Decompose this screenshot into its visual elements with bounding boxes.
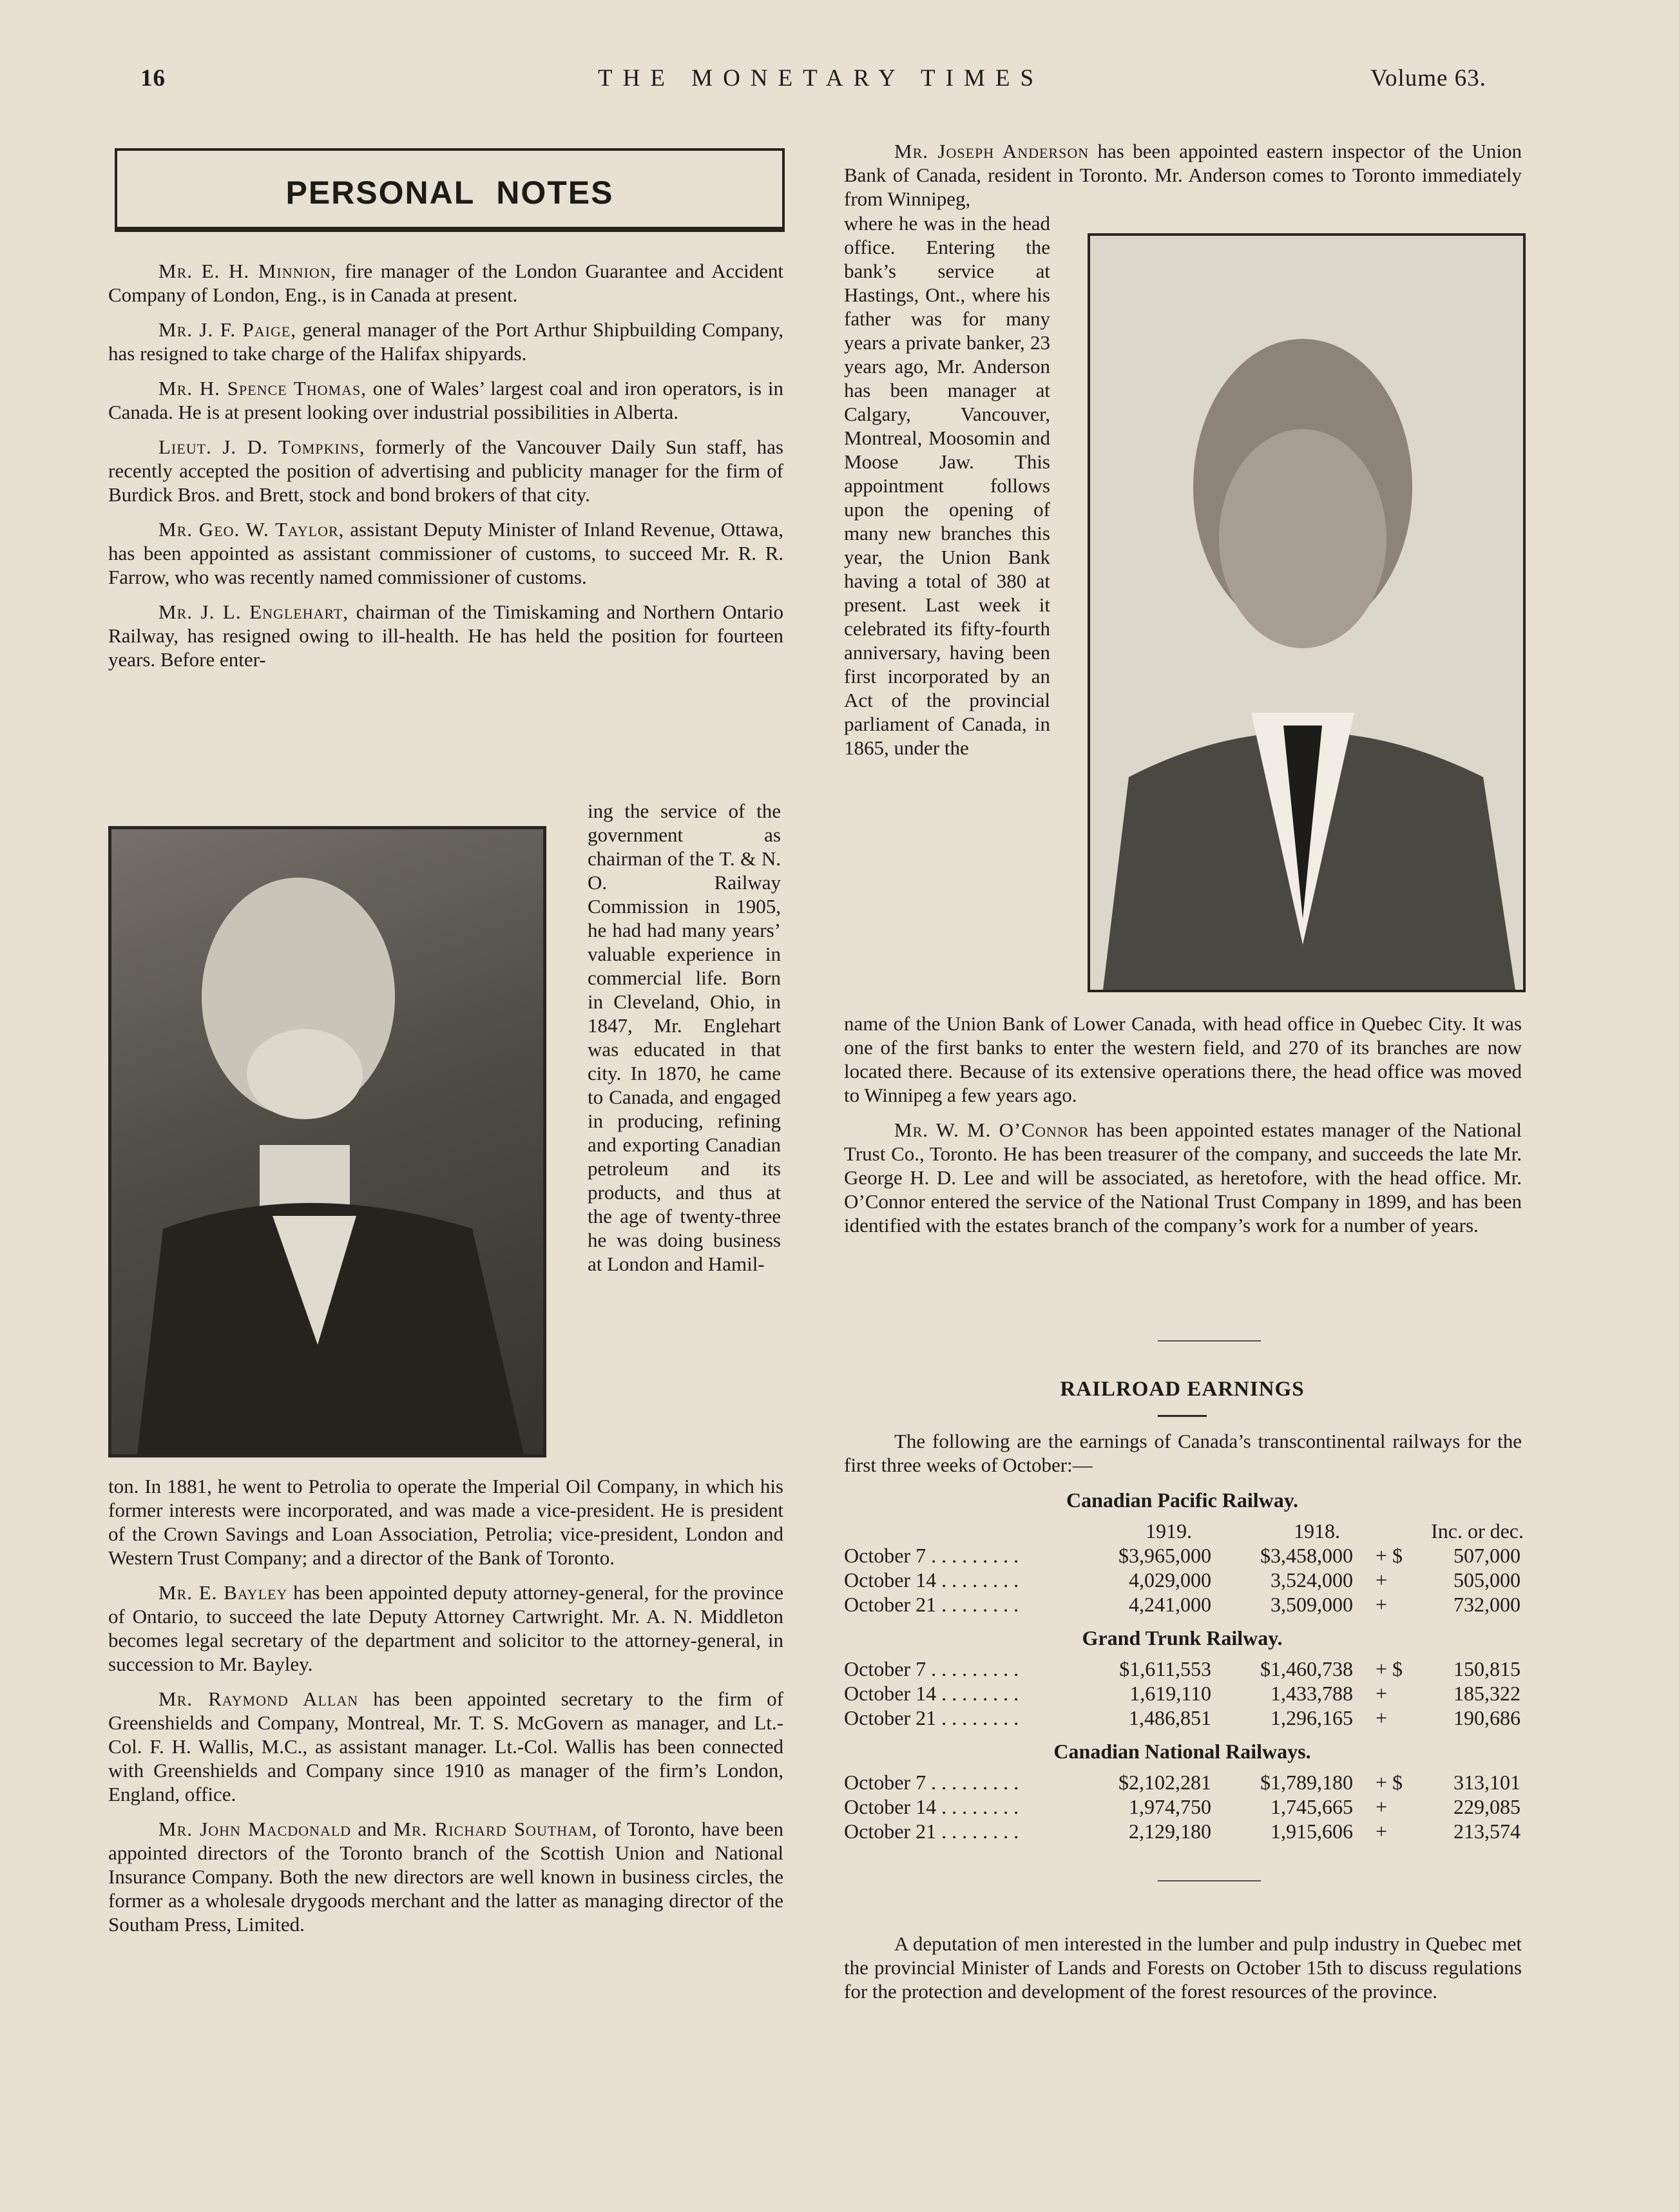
- railroad-earnings-title: RAILROAD EARNINGS: [1060, 1378, 1305, 1401]
- change-value: 313,101: [1454, 1771, 1521, 1794]
- volume-label: Volume 63.: [1370, 65, 1486, 91]
- value-1918: $1,789,180: [1260, 1771, 1353, 1794]
- column-header: 1919.: [1146, 1519, 1192, 1543]
- column-header: 1918.: [1294, 1519, 1340, 1543]
- value-1919: 2,129,180: [1129, 1820, 1211, 1843]
- change-value: 190,686: [1454, 1706, 1521, 1729]
- railroad-earnings-intro: The following are the earnings of Canada’s transcontinental railways for the first three weeks of October:—: [844, 1430, 1522, 1476]
- publication-title: THE MONETARY TIMES: [598, 65, 1044, 91]
- change-sign: +: [1376, 1682, 1388, 1705]
- value-1919: 1,486,851: [1129, 1706, 1211, 1729]
- row-label: October 14 . . . . . . . .: [844, 1568, 1019, 1592]
- portrait-silhouette-icon: [111, 829, 543, 1454]
- note-item: Mr. E. Bayley has been appointed deputy attorney-general, for the province of Ontario, to succeed the late Deputy Attorney Cartwright. Mr. A. N. Middleton becomes legal secretary of the department and solicitor to the attorney-general, in succession to Mr. Bayley.: [108, 1581, 783, 1675]
- note-item: Mr. H. Spence Thomas, one of Wales’ largest coal and iron operators, is in Canada. He is at present looking over industrial possibilities in Alberta.: [108, 377, 783, 423]
- note-item: Mr. J. L. Englehart, chairman of the Timiskaming and Northern Ontario Railway, has resigned owing to ill-health. He has held the position for fourteen years. Before enter-: [108, 601, 783, 671]
- railway-name: Canadian National Railways.: [1053, 1740, 1311, 1763]
- deputation-note: A deputation of men interested in the lumber and pulp industry in Quebec met the provincial Minister of Lands and Forests on October 15th to discuss regulations for the protection and development of the forest resources of the province.: [844, 1932, 1522, 2003]
- value-1919: 4,029,000: [1129, 1568, 1211, 1592]
- value-1919: $2,102,281: [1118, 1771, 1211, 1794]
- left-column-notes-lower: ton. In 1881, he went to Petrolia to operate the Imperial Oil Company, in which his former interests were incorporated, and was made a vice-president. He is president of the Crown Savings and Loan Association, Petrolia; vice-president, London and Western Trust Company; and a director of the Bank of Toronto. Mr. E. Bayley has been appointed deputy attorney-general, for the province of Ontario, to succeed the late Deputy Attorney Cartwright. Mr. A. N. Middleton becomes legal secretary of the department and solicitor to the attorney-general, in succession to Mr. Bayley. Mr. Raymond Allan has been appointed secretary to the firm of Greenshields and Company, Montreal, Mr. T. S. McGovern as manager, and Lt.-Col. F. H. Wallis, M.C., as assistant manager. Lt.-Col. Wallis has been connected with Greenshields and Company since 1910 as manager of the firm’s London, England, office. Mr. John Macdonald and Mr. Richard Southam, of Toronto, have been appointed directors of the Toronto branch of the Scottish Union and National Insurance Company. Both the new directors are well known in business circles, the former as a wholesale drygoods merchant and the latter as managing director of the Southam Press, Limited.: [108, 1475, 783, 1936]
- englehart-portrait-photo: [108, 826, 546, 1457]
- note-item: Mr. Raymond Allan has been appointed secretary to the firm of Greenshields and Company, Montreal, Mr. T. S. McGovern as manager, and Lt.-Col. F. H. Wallis, M.C., as assistant manager. Lt.-Col. Wallis has been connected with Greenshields and Company since 1910 as manager of the firm’s London, England, office.: [108, 1688, 783, 1805]
- note-item: Mr. E. H. Minnion, fire manager of the London Guarantee and Accident Company of London, Eng., is in Canada at present.: [108, 260, 783, 306]
- change-value: 213,574: [1454, 1820, 1521, 1843]
- value-1918: 1,296,165: [1271, 1706, 1353, 1729]
- anderson-note-top: Mr. Joseph Anderson has been appointed eastern inspector of the Union Bank of Canada, resident in Toronto. Mr. Anderson comes to Toronto immediately from Winnipeg,: [844, 140, 1522, 210]
- value-1919: 1,974,750: [1129, 1795, 1211, 1818]
- change-value: 150,815: [1454, 1657, 1521, 1680]
- change-sign: +: [1376, 1820, 1388, 1843]
- value-1918: $1,460,738: [1260, 1657, 1353, 1680]
- value-1918: 1,745,665: [1271, 1795, 1353, 1818]
- change-value: 732,000: [1454, 1593, 1521, 1616]
- value-1919: 1,619,110: [1129, 1682, 1211, 1705]
- change-value: 507,000: [1454, 1544, 1521, 1567]
- oconnor-note: Mr. W. M. O’Connor has been appointed estates manager of the National Trust Co., Toronto. He has been treasurer of the company, and succeeds the late Mr. George H. D. Lee and will be associated, as heretofore, with the head office. Mr. O’Connor entered the service of the National Trust Company in 1899, and has been identified with the estates branch of the company’s work for a number of years.: [844, 1119, 1522, 1236]
- value-1919: 4,241,000: [1129, 1593, 1211, 1616]
- change-sign: + $: [1376, 1771, 1403, 1794]
- row-label: October 21 . . . . . . . .: [844, 1706, 1019, 1729]
- divider-rule: [1158, 1880, 1261, 1881]
- note-item: Mr. Geo. W. Taylor, assistant Deputy Minister of Inland Revenue, Ottawa, has been appointed as assistant commissioner of customs, to succeed Mr. R. R. Farrow, who was recently named commissioner of customs.: [108, 518, 783, 588]
- value-1918: 1,915,606: [1271, 1820, 1353, 1843]
- change-sign: +: [1376, 1593, 1388, 1616]
- anderson-portrait-photo: [1088, 233, 1526, 992]
- note-item: Lieut. J. D. Tompkins, formerly of the Vancouver Daily Sun staff, has recently accepted the position of advertising and publicity manager for the firm of Burdick Bros. and Brett, stock and bond brokers of that city.: [108, 436, 783, 506]
- column-header: Inc. or dec.: [1431, 1519, 1524, 1543]
- anderson-note-bottom: name of the Union Bank of Lower Canada, with head office in Quebec City. It was one of the first banks to enter the western field, and 270 of its branches are now located there. Because of its extensive operations there, the head office was moved to Winnipeg a few years ago. Mr. W. M. O’Connor has been appointed estates manager of the National Trust Co., Toronto. He has been treasurer of the company, and succeeds the late Mr. George H. D. Lee and will be associated, as heretofore, with the head office. Mr. O’Connor entered the service of the National Trust Company in 1899, and has been identified with the estates branch of the company’s work for a number of years.: [844, 1012, 1522, 1236]
- left-column-notes: [108, 259, 783, 671]
- row-label: October 7 . . . . . . . . .: [844, 1657, 1019, 1680]
- value-1919: $3,965,000: [1118, 1544, 1211, 1567]
- change-sign: + $: [1376, 1544, 1403, 1567]
- change-sign: +: [1376, 1568, 1388, 1592]
- row-label: October 14 . . . . . . . .: [844, 1795, 1019, 1818]
- note-item: Mr. J. F. Paige, general manager of the Port Arthur Shipbuilding Company, has resigned to take charge of the Halifax shipyards.: [108, 318, 784, 365]
- value-1918: 3,509,000: [1271, 1593, 1353, 1616]
- change-sign: + $: [1376, 1657, 1403, 1680]
- row-label: October 14 . . . . . . . .: [844, 1682, 1019, 1705]
- note-item: Mr. John Macdonald and Mr. Richard Southam, of Toronto, have been appointed directors of the Toronto branch of the Scottish Union and National Insurance Company. Both the new directors are well known in business circles, the former as a wholesale drygoods merchant and the latter as managing director of the Southam Press, Limited.: [108, 1818, 783, 1936]
- row-label: October 7 . . . . . . . . .: [844, 1544, 1019, 1567]
- page-number: 16: [140, 65, 166, 91]
- divider-rule: [1158, 1340, 1261, 1342]
- row-label: October 21 . . . . . . . .: [844, 1820, 1019, 1843]
- row-label: October 21 . . . . . . . .: [844, 1593, 1019, 1616]
- row-label: October 7 . . . . . . . . .: [844, 1771, 1019, 1794]
- railway-name: Grand Trunk Railway.: [1082, 1626, 1283, 1649]
- change-value: 229,085: [1454, 1795, 1521, 1818]
- change-value: 505,000: [1454, 1568, 1521, 1592]
- section-heading-box: [115, 148, 785, 232]
- change-sign: +: [1376, 1706, 1388, 1729]
- anderson-side-text: where he was in the head office. Entering the bank’s service at Hastings, Ont., where his father was for many years a private banker, 23 years ago, Mr. Anderson has been manager at Calgary, Vancouver, Montreal, Moosomin and Moose Jaw. This appointment follows upon the opening of many new branches this year, the Union Bank having a total of 380 at present. Last week it celebrated its fifty-fourth anniversary, having been first incorporated by an Act of the provincial parliament of Canada, in 1865, under the: [844, 212, 1050, 759]
- change-value: 185,322: [1454, 1682, 1521, 1705]
- value-1918: $3,458,000: [1260, 1544, 1353, 1567]
- title-rule: [1158, 1415, 1207, 1417]
- value-1919: $1,611,553: [1119, 1657, 1211, 1680]
- portrait-silhouette-icon: [1090, 236, 1523, 990]
- railway-name: Canadian Pacific Railway.: [1066, 1488, 1298, 1512]
- value-1918: 1,433,788: [1271, 1682, 1353, 1705]
- section-heading: PERSONAL NOTES: [285, 175, 614, 211]
- change-sign: +: [1376, 1795, 1388, 1818]
- englehart-side-text: ing the service of the government as chairman of the T. & N. O. Railway Commission in 1905, he had had many years’ valuable experience in commercial life. Born in Cleveland, Ohio, in 1847, Mr. Englehart was educated in that city. In 1870, he came to Canada, and engaged in producing, refining and exporting Canadian petroleum and its products, and thus at the age of twenty-three he was doing business at London and Hamil-: [588, 800, 781, 1275]
- value-1918: 3,524,000: [1271, 1568, 1353, 1592]
